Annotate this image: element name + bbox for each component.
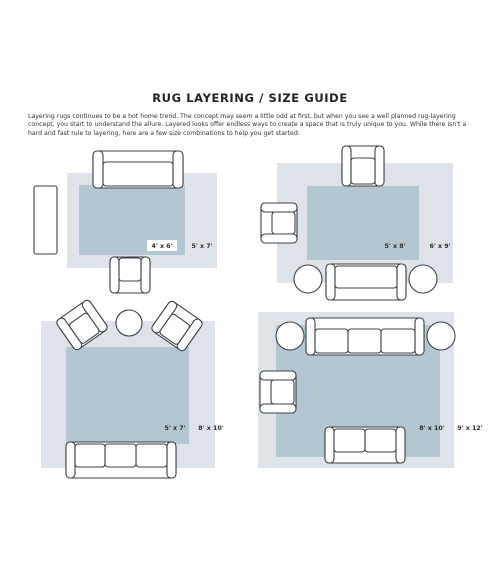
outer-size-label-3: 8' x 10' [198,425,224,432]
armchair-2-top [342,146,384,186]
side-table-2-left [294,265,322,293]
outer-size-label-2: 6' x 9' [429,243,451,250]
inner-size-label-1: 4' x 6' [151,243,173,250]
layout-4 [258,312,483,468]
console-table [34,186,57,254]
sofa-1 [93,151,183,188]
outer-size-label-1: 5' x 7' [191,243,213,250]
side-table-4-left [276,322,304,350]
sofa-2 [326,264,406,300]
armchair-1 [110,257,150,293]
sofa-3 [66,442,176,478]
inner-size-label-4: 8' x 10' [419,425,445,432]
side-table-3 [116,310,142,336]
sofa-4 [306,318,424,355]
side-table-4-right [427,322,455,350]
side-table-2-right [409,265,437,293]
page-title: RUG LAYERING / SIZE GUIDE [152,91,348,105]
loveseat-4 [325,427,405,463]
inner-size-label-3: 5' x 7' [164,425,186,432]
armchair-2-left [261,203,297,243]
armchair-4-left [260,371,296,413]
inner-size-label-2: 5' x 8' [384,243,406,250]
intro-paragraph: Layering rugs continues to be a hot home trend. The concept may seem a little odd at first, but when you see a well planned rug-layering concept, you start to understand the allure. Layered looks offer endless ways to create a space that is truly unique to you. While there isn't a hard and fast rule to layering, here are a few size combinations to help you get started: [28,113,467,137]
layout-3 [41,299,224,478]
layout-1 [34,151,217,293]
layout-2 [261,146,453,300]
outer-size-label-4: 9' x 12' [457,425,483,432]
